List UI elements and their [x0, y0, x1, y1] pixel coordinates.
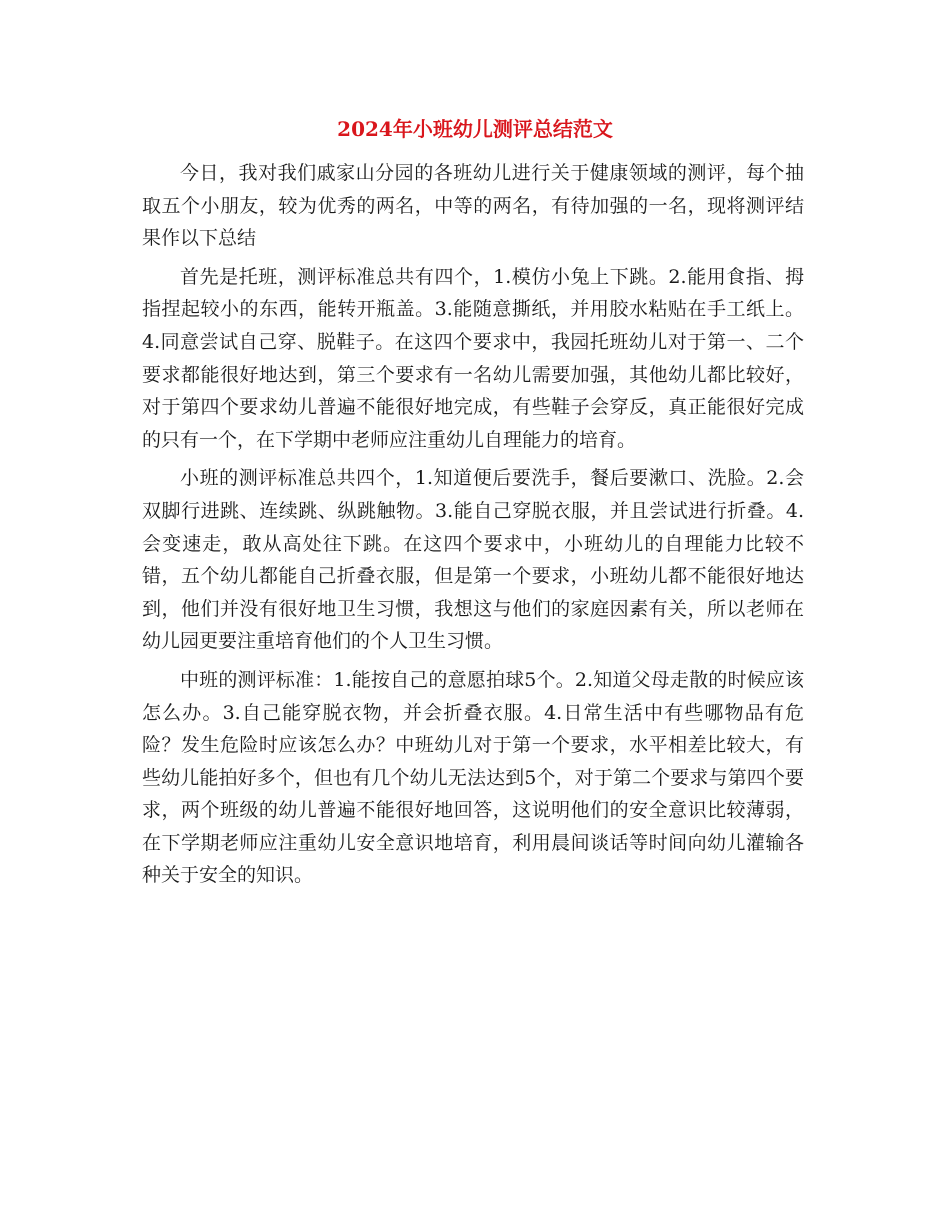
paragraph-intro: 今日，我对我们戚家山分园的各班幼儿进行关于健康领域的测评，每个抽取五个小朋友，较为优秀的两名，中等的两名，有待加强的一名，现将测评结果作以下总结 [142, 162, 804, 250]
paragraph-middle-class: 中班的测评标准：1.能按自己的意愿拍球5个。2.知道父母走散的时候应该怎么办。3.自己能穿脱衣物，并会折叠衣服。4.日常生活中有些哪物品有危险？发生危险时应该怎么办？中班幼儿对于第一个要求，水平相差比较大，有些幼儿能拍好多个，但也有几个幼儿无法达到5个，对于第二个要求与第四个要求，两个班级的幼儿普遍不能很好地回答，这说明他们的安全意识比较薄弱，在下学期老师应注重幼儿安全意识地培育，利用晨间谈话等时间向幼儿灌输各种关于安全的知识。 [142, 668, 804, 887]
paragraph-toddler-class: 首先是托班，测评标准总共有四个，1.模仿小兔上下跳。2.能用食指、拇指捏起较小的东西，能转开瓶盖。3.能随意撕纸，并用胶水粘贴在手工纸上。4.同意尝试自己穿、脱鞋子。在这四个要求中，我园托班幼儿对于第一、二个要求都能很好地达到，第三个要求有一名幼儿需要加强，其他幼儿都比较好，对于第四个要求幼儿普遍不能很好地完成，有些鞋子会穿反，真正能很好完成的只有一个，在下学期中老师应注重幼儿自理能力的培育。 [142, 265, 804, 451]
paragraph-small-class: 小班的测评标准总共四个，1.知道便后要洗手，餐后要漱口、洗脸。2.会双脚行进跳、连续跳、纵跳触物。3.能自己穿脱衣服，并且尝试进行折叠。4.会变速走，敢从高处往下跳。在这四个要求中，小班幼儿的自理能力比较不错，五个幼儿都能自己折叠衣服，但是第一个要求，小班幼儿都不能很好地达到，他们并没有很好地卫生习惯，我想这与他们的家庭因素有关，所以老师在幼儿园更要注重培育他们的个人卫生习惯。 [142, 467, 804, 653]
document-title: 2024年小班幼儿测评总结范文 [337, 117, 613, 141]
document-body [142, 157, 804, 898]
